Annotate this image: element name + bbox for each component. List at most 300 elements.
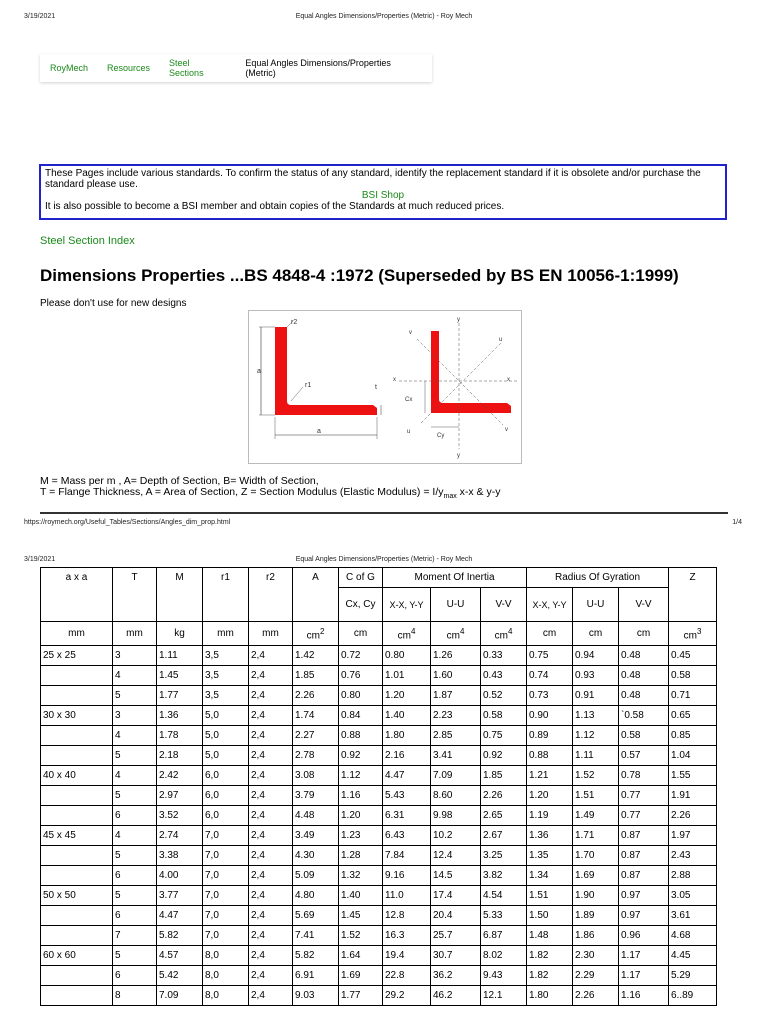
- cell-moi-xx: 7.84: [383, 846, 431, 866]
- table-row: [41, 726, 717, 746]
- cell-rog-xx: 0.89: [527, 726, 573, 746]
- cell-rog-vv: 1.16: [619, 986, 669, 1006]
- cell-r1: 5,0: [203, 726, 249, 746]
- cell-m: 5.82: [157, 926, 203, 946]
- cell-axa: 30 x 30: [41, 706, 113, 726]
- cell-t: 3: [113, 706, 157, 726]
- cell-z: 6..89: [669, 986, 717, 1006]
- cell-axa: [41, 906, 113, 926]
- cell-r1: 8,0: [203, 946, 249, 966]
- cell-rog-xx: 0.75: [527, 646, 573, 666]
- cell-r2: 2,4: [249, 886, 293, 906]
- table-units-row: [41, 622, 717, 646]
- cell-moi-xx: 9.16: [383, 866, 431, 886]
- cell-rog-vv: 0.77: [619, 806, 669, 826]
- print-url: https://roymech.org/Useful_Tables/Sections/Angles_dim_prop.html: [24, 519, 231, 526]
- design-warning: Please don't use for new designs: [40, 298, 187, 309]
- breadcrumb-resources[interactable]: Resources: [107, 63, 151, 73]
- cell-axa: [41, 966, 113, 986]
- cell-m: 2.74: [157, 826, 203, 846]
- cell-moi-xx: 22.8: [383, 966, 431, 986]
- cell-r1: 6,0: [203, 806, 249, 826]
- cell-z: 1.04: [669, 746, 717, 766]
- cell-t: 4: [113, 826, 157, 846]
- cell-r2: 2,4: [249, 746, 293, 766]
- cell-t: 8: [113, 986, 157, 1006]
- cell-rog-xx: 0.90: [527, 706, 573, 726]
- cell-rog-xx: 1.82: [527, 946, 573, 966]
- table-row: [41, 906, 717, 926]
- cell-r2: 2,4: [249, 946, 293, 966]
- cell-rog-uu: 1.70: [573, 846, 619, 866]
- cell-a: 7.41: [293, 926, 339, 946]
- print-page-number: 1/4: [732, 519, 742, 526]
- cell-rog-xx: 1.51: [527, 886, 573, 906]
- cell-r2: 2,4: [249, 666, 293, 686]
- cell-moi-uu: 20.4: [431, 906, 481, 926]
- cell-z: 3.61: [669, 906, 717, 926]
- cell-axa: [41, 686, 113, 706]
- col-moi-xx-yy: X-X, Y-Y: [383, 588, 431, 622]
- table-header-row-1: [41, 568, 717, 588]
- cell-cofg: 1.77: [339, 986, 383, 1006]
- col-r2: r2: [249, 568, 293, 622]
- cell-cofg: 1.45: [339, 906, 383, 926]
- cell-rog-uu: 1.69: [573, 866, 619, 886]
- angles-properties-table: [40, 567, 717, 1006]
- cell-moi-vv: 0.92: [481, 746, 527, 766]
- cell-moi-uu: 12.4: [431, 846, 481, 866]
- label-t: t: [375, 384, 377, 391]
- cell-moi-xx: 1.40: [383, 706, 431, 726]
- cell-rog-vv: 0.57: [619, 746, 669, 766]
- cell-moi-vv: 0.75: [481, 726, 527, 746]
- cell-moi-vv: 0.52: [481, 686, 527, 706]
- symbol-legend: [40, 476, 500, 502]
- cell-z: 5.29: [669, 966, 717, 986]
- cell-rog-xx: 1.19: [527, 806, 573, 826]
- cell-rog-vv: 0.97: [619, 906, 669, 926]
- cell-moi-xx: 5.43: [383, 786, 431, 806]
- col-t: T: [113, 568, 157, 622]
- cell-rog-uu: 0.93: [573, 666, 619, 686]
- cell-m: 4.00: [157, 866, 203, 886]
- cell-r2: 2,4: [249, 986, 293, 1006]
- label-u-bottom: u: [407, 429, 411, 435]
- cell-cofg: 1.32: [339, 866, 383, 886]
- cell-rog-xx: 1.21: [527, 766, 573, 786]
- label-cy: Cy: [437, 433, 445, 439]
- cell-rog-xx: 1.35: [527, 846, 573, 866]
- cell-rog-uu: 0.91: [573, 686, 619, 706]
- cell-rog-uu: 2.30: [573, 946, 619, 966]
- cell-cofg: 0.80: [339, 686, 383, 706]
- breadcrumb-steel-sections[interactable]: Steel Sections: [169, 58, 204, 78]
- cell-rog-uu: 1.13: [573, 706, 619, 726]
- cell-rog-xx: 1.82: [527, 966, 573, 986]
- cell-z: 0.58: [669, 666, 717, 686]
- cell-rog-vv: 0.77: [619, 786, 669, 806]
- cell-a: 1.85: [293, 666, 339, 686]
- cell-axa: [41, 666, 113, 686]
- cell-moi-uu: 1.87: [431, 686, 481, 706]
- cell-r2: 2,4: [249, 966, 293, 986]
- cell-cofg: 1.16: [339, 786, 383, 806]
- col-moi-uu: U-U: [431, 588, 481, 622]
- table-row: [41, 686, 717, 706]
- cell-moi-uu: 2.85: [431, 726, 481, 746]
- cell-t: 5: [113, 786, 157, 806]
- cell-moi-xx: 1.01: [383, 666, 431, 686]
- cell-moi-vv: 8.02: [481, 946, 527, 966]
- label-v-top: v: [409, 330, 412, 336]
- cell-moi-uu: 25.7: [431, 926, 481, 946]
- cell-z: 1.97: [669, 826, 717, 846]
- cell-cofg: 1.20: [339, 806, 383, 826]
- cell-r2: 2,4: [249, 866, 293, 886]
- cell-a: 3.08: [293, 766, 339, 786]
- cell-m: 3.38: [157, 846, 203, 866]
- table-row: [41, 706, 717, 726]
- cell-rog-uu: 0.94: [573, 646, 619, 666]
- cell-moi-uu: 10.2: [431, 826, 481, 846]
- label-r2: r2: [291, 319, 298, 326]
- table-row: [41, 746, 717, 766]
- cell-r1: 7,0: [203, 926, 249, 946]
- cell-moi-vv: 2.67: [481, 826, 527, 846]
- cell-rog-vv: 1.17: [619, 966, 669, 986]
- cell-axa: 60 x 60: [41, 946, 113, 966]
- cell-r2: 2,4: [249, 906, 293, 926]
- cell-r2: 2,4: [249, 706, 293, 726]
- cell-z: 0.85: [669, 726, 717, 746]
- col-c-of-g: C of G: [339, 568, 383, 588]
- col-rog-uu: U-U: [573, 588, 619, 622]
- left-angle-shape: [275, 327, 377, 415]
- cell-cofg: 1.52: [339, 926, 383, 946]
- unit-rog-xx: cm: [527, 622, 573, 646]
- cell-z: 3.05: [669, 886, 717, 906]
- unit-t: mm: [113, 622, 157, 646]
- cell-rog-vv: `0.58: [619, 706, 669, 726]
- cell-rog-uu: 1.12: [573, 726, 619, 746]
- cell-r1: 3,5: [203, 666, 249, 686]
- label-a-left: a: [257, 368, 261, 375]
- unit-z: $cm^3$: [669, 622, 717, 646]
- cell-a: 9.03: [293, 986, 339, 1006]
- cell-z: 2.88: [669, 866, 717, 886]
- col-rog-xx-yy: X-X, Y-Y: [527, 588, 573, 622]
- cell-r2: 2,4: [249, 766, 293, 786]
- unit-r2: mm: [249, 622, 293, 646]
- cell-moi-xx: 29.2: [383, 986, 431, 1006]
- cell-m: 2.42: [157, 766, 203, 786]
- cell-r1: 8,0: [203, 986, 249, 1006]
- unit-cofg: cm: [339, 622, 383, 646]
- cell-rog-vv: 0.97: [619, 886, 669, 906]
- label-y-bottom: y: [457, 453, 460, 459]
- cell-moi-vv: 5.33: [481, 906, 527, 926]
- breadcrumb-current: Equal Angles Dimensions/Properties (Metric): [245, 58, 391, 78]
- cell-m: 4.57: [157, 946, 203, 966]
- label-v-bottom: v: [505, 427, 508, 433]
- cell-rog-uu: 1.86: [573, 926, 619, 946]
- cell-t: 5: [113, 846, 157, 866]
- cell-rog-vv: 0.87: [619, 826, 669, 846]
- cell-moi-uu: 1.26: [431, 646, 481, 666]
- cell-m: 1.36: [157, 706, 203, 726]
- cell-r2: 2,4: [249, 826, 293, 846]
- label-y-top: y: [457, 317, 460, 323]
- cell-a: 4.48: [293, 806, 339, 826]
- cell-cofg: 1.12: [339, 766, 383, 786]
- cell-moi-vv: 9.43: [481, 966, 527, 986]
- cell-moi-vv: 0.58: [481, 706, 527, 726]
- cell-moi-xx: 12.8: [383, 906, 431, 926]
- cell-axa: 50 x 50: [41, 886, 113, 906]
- cell-moi-uu: 3.41: [431, 746, 481, 766]
- table-row: [41, 846, 717, 866]
- cell-m: 2.97: [157, 786, 203, 806]
- print-title: Equal Angles Dimensions/Properties (Metric) - Roy Mech: [295, 13, 473, 20]
- cell-t: 7: [113, 926, 157, 946]
- table-row: [41, 926, 717, 946]
- col-radius-of-gyration: Radius Of Gyration: [527, 568, 669, 588]
- cell-a: 6.91: [293, 966, 339, 986]
- print-title-2: Equal Angles Dimensions/Properties (Metric) - Roy Mech: [295, 556, 473, 563]
- cell-t: 4: [113, 726, 157, 746]
- cell-a: 2.26: [293, 686, 339, 706]
- cell-r2: 2,4: [249, 646, 293, 666]
- cell-z: 0.45: [669, 646, 717, 666]
- unit-rog-uu: cm: [573, 622, 619, 646]
- cell-rog-xx: 1.34: [527, 866, 573, 886]
- cell-axa: [41, 746, 113, 766]
- cell-moi-vv: 0.33: [481, 646, 527, 666]
- label-a-bottom: a: [317, 428, 321, 435]
- cell-t: 5: [113, 886, 157, 906]
- cell-rog-xx: 1.80: [527, 986, 573, 1006]
- cell-moi-uu: 36.2: [431, 966, 481, 986]
- cell-moi-xx: 4.47: [383, 766, 431, 786]
- cell-a: 3.49: [293, 826, 339, 846]
- cell-a: 4.80: [293, 886, 339, 906]
- col-moi-vv: V-V: [481, 588, 527, 622]
- unit-r1: mm: [203, 622, 249, 646]
- cell-axa: 45 x 45: [41, 826, 113, 846]
- cell-a: 5.82: [293, 946, 339, 966]
- unit-axa: mm: [41, 622, 113, 646]
- cell-a: 2.27: [293, 726, 339, 746]
- cell-rog-vv: 0.78: [619, 766, 669, 786]
- cell-axa: [41, 866, 113, 886]
- cell-rog-vv: 0.58: [619, 726, 669, 746]
- cell-axa: [41, 986, 113, 1006]
- cell-r1: 3,5: [203, 646, 249, 666]
- label-r1: r1: [305, 382, 312, 389]
- cell-t: 4: [113, 666, 157, 686]
- cell-a: 5.69: [293, 906, 339, 926]
- unit-moi-uu: $cm^4$: [431, 622, 481, 646]
- legend-line-1: M = Mass per m , A= Depth of Section, B= Width of Section,: [40, 475, 319, 487]
- cell-moi-uu: 7.09: [431, 766, 481, 786]
- cell-r1: 5,0: [203, 746, 249, 766]
- cell-a: 4.30: [293, 846, 339, 866]
- notice-text-2: It is also possible to become a BSI member and obtain copies of the Standards at much reduced prices.: [45, 201, 505, 212]
- cell-rog-uu: 2.29: [573, 966, 619, 986]
- col-z: Z: [669, 568, 717, 622]
- cell-cofg: 0.76: [339, 666, 383, 686]
- cell-moi-xx: 6.31: [383, 806, 431, 826]
- col-m: M: [157, 568, 203, 622]
- cell-r2: 2,4: [249, 806, 293, 826]
- cell-moi-vv: 3.82: [481, 866, 527, 886]
- cell-rog-uu: 1.49: [573, 806, 619, 826]
- cell-rog-xx: 0.73: [527, 686, 573, 706]
- table-row: [41, 806, 717, 826]
- cell-a: 5.09: [293, 866, 339, 886]
- cell-z: 4.45: [669, 946, 717, 966]
- cell-cofg: 0.92: [339, 746, 383, 766]
- cell-m: 1.77: [157, 686, 203, 706]
- table-row: [41, 866, 717, 886]
- cell-r2: 2,4: [249, 686, 293, 706]
- cell-m: 1.45: [157, 666, 203, 686]
- cell-t: 6: [113, 866, 157, 886]
- cell-r2: 2,4: [249, 846, 293, 866]
- page-divider: [40, 512, 728, 514]
- cell-rog-vv: 0.48: [619, 666, 669, 686]
- cell-t: 4: [113, 766, 157, 786]
- col-moment-of-inertia: Moment Of Inertia: [383, 568, 527, 588]
- table-row: [41, 886, 717, 906]
- cell-r1: 8,0: [203, 966, 249, 986]
- table-row: [41, 966, 717, 986]
- cell-a: 1.74: [293, 706, 339, 726]
- cell-r1: 7,0: [203, 906, 249, 926]
- cell-rog-uu: 1.71: [573, 826, 619, 846]
- cell-r1: 7,0: [203, 886, 249, 906]
- cell-r2: 2,4: [249, 786, 293, 806]
- standards-notice: [39, 164, 727, 220]
- cell-r1: 5,0: [203, 706, 249, 726]
- cell-moi-vv: 0.43: [481, 666, 527, 686]
- cell-rog-uu: 2.26: [573, 986, 619, 1006]
- cell-moi-vv: 6.87: [481, 926, 527, 946]
- cell-cofg: 1.64: [339, 946, 383, 966]
- label-x-left: x: [393, 377, 396, 383]
- cell-t: 5: [113, 946, 157, 966]
- col-rog-vv: V-V: [619, 588, 669, 622]
- cell-moi-xx: 2.16: [383, 746, 431, 766]
- unit-m: kg: [157, 622, 203, 646]
- unit-a: $cm^2$: [293, 622, 339, 646]
- cell-t: 3: [113, 646, 157, 666]
- cell-rog-uu: 1.90: [573, 886, 619, 906]
- cell-z: 0.65: [669, 706, 717, 726]
- cell-m: 5.42: [157, 966, 203, 986]
- cell-m: 7.09: [157, 986, 203, 1006]
- cell-t: 6: [113, 806, 157, 826]
- cell-r1: 7,0: [203, 826, 249, 846]
- cell-rog-vv: 1.17: [619, 946, 669, 966]
- page-title: Dimensions Properties ...BS 4848-4 :1972 (Superseded by BS EN 10056-1:1999): [40, 266, 679, 285]
- cell-rog-uu: 1.51: [573, 786, 619, 806]
- cell-cofg: 0.88: [339, 726, 383, 746]
- cell-moi-uu: 46.2: [431, 986, 481, 1006]
- cell-z: 1.91: [669, 786, 717, 806]
- cell-moi-uu: 9.98: [431, 806, 481, 826]
- notice-text-1: These Pages include various standards. To confirm the status of any standard, identify the replacement standard if it is obsolete and/or purchase the standard please use.: [45, 168, 701, 190]
- cell-z: 2.26: [669, 806, 717, 826]
- cell-t: 5: [113, 746, 157, 766]
- cell-r2: 2,4: [249, 726, 293, 746]
- cell-rog-uu: 1.11: [573, 746, 619, 766]
- steel-section-index-link[interactable]: Steel Section Index: [40, 235, 135, 247]
- cell-moi-xx: 0.80: [383, 646, 431, 666]
- cell-rog-vv: 0.96: [619, 926, 669, 946]
- cell-rog-vv: 0.48: [619, 646, 669, 666]
- cell-axa: [41, 726, 113, 746]
- cell-m: 3.77: [157, 886, 203, 906]
- cell-moi-uu: 8.60: [431, 786, 481, 806]
- col-r1: r1: [203, 568, 249, 622]
- cell-moi-uu: 14.5: [431, 866, 481, 886]
- label-x-right: x: [507, 377, 510, 383]
- cell-rog-xx: 1.36: [527, 826, 573, 846]
- cell-moi-vv: 3.25: [481, 846, 527, 866]
- label-cx: Cx: [405, 397, 413, 403]
- cell-axa: [41, 786, 113, 806]
- cell-z: 2.43: [669, 846, 717, 866]
- cell-rog-uu: 1.52: [573, 766, 619, 786]
- cell-rog-uu: 1.89: [573, 906, 619, 926]
- table-row: [41, 786, 717, 806]
- cell-rog-xx: 0.88: [527, 746, 573, 766]
- table-row: [41, 766, 717, 786]
- bsi-shop-link[interactable]: BSI Shop: [361, 190, 405, 201]
- cell-r2: 2,4: [249, 926, 293, 946]
- cell-m: 1.11: [157, 646, 203, 666]
- cell-moi-xx: 6.43: [383, 826, 431, 846]
- cell-moi-vv: 4.54: [481, 886, 527, 906]
- cell-axa: [41, 846, 113, 866]
- breadcrumb-roymech[interactable]: RoyMech: [50, 63, 89, 73]
- legend-line-2: T = Flange Thickness, A = Area of Section, Z = Section Modulus (Elastic Modulus) = $I/y_{max}$ x-x & y-y: [40, 486, 501, 501]
- cell-a: 3.79: [293, 786, 339, 806]
- angle-diagram-svg: [249, 311, 521, 463]
- cell-m: 1.78: [157, 726, 203, 746]
- table-row: [41, 826, 717, 846]
- cell-t: 6: [113, 966, 157, 986]
- table-row: [41, 666, 717, 686]
- cell-moi-xx: 1.80: [383, 726, 431, 746]
- cell-moi-uu: 2.23: [431, 706, 481, 726]
- cell-cofg: 1.69: [339, 966, 383, 986]
- cell-moi-uu: 17.4: [431, 886, 481, 906]
- cell-rog-vv: 0.87: [619, 866, 669, 886]
- cell-cofg: 0.72: [339, 646, 383, 666]
- cell-r1: 6,0: [203, 766, 249, 786]
- col-axa: a x a: [41, 568, 113, 622]
- cell-rog-xx: 1.48: [527, 926, 573, 946]
- cell-m: 3.52: [157, 806, 203, 826]
- cell-moi-vv: 2.26: [481, 786, 527, 806]
- table-row: [41, 646, 717, 666]
- unit-rog-vv: cm: [619, 622, 669, 646]
- cell-rog-vv: 0.48: [619, 686, 669, 706]
- cell-rog-xx: 1.50: [527, 906, 573, 926]
